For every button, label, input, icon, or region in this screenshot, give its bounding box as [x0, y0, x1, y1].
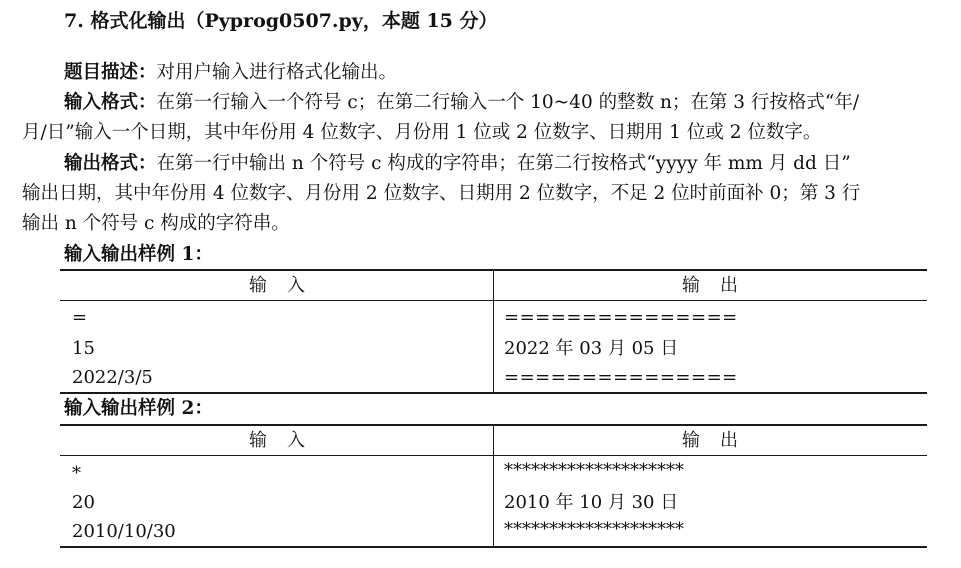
input-format-line-1 [64, 90, 936, 116]
input-column-header: 输入 [249, 430, 325, 451]
input-line-1: * [72, 463, 81, 484]
description-text: 对用户输入进行格式化输出。 [156, 62, 398, 83]
problem-title: 7. 格式化输出（Pyprog0507.py，本题 15 分） [64, 10, 498, 32]
table-column-divider [493, 425, 494, 547]
example-2-heading: 输入输出样例 2： [64, 398, 213, 419]
input-format-label: 输入格式： [64, 92, 157, 113]
output-line-1: =============== [504, 307, 738, 328]
input-line-3: 2022/3/5 [72, 367, 153, 388]
input-format-text-1: 在第一行输入一个符号 c；在第二行输入一个 10~40 的整数 n；在第 3 行按格式“年/ [156, 92, 860, 113]
table-column-divider [493, 270, 494, 393]
input-format-line-2: 月/日”输入一个日期，其中年份用 4 位数字、月份用 1 位或 2 位数字、日期用 1 位或 2 位数字。 [22, 122, 822, 143]
output-line-3: =============== [504, 367, 738, 388]
output-column-header: 输出 [682, 430, 758, 451]
output-line-3: ******************** [504, 519, 684, 540]
output-column-header: 输出 [682, 275, 758, 296]
description-label: 题目描述： [64, 62, 157, 83]
output-line-1: ******************** [504, 460, 684, 481]
output-format-line-3: 输出 n 个符号 c 构成的字符串。 [22, 213, 290, 234]
output-format-line-2: 输出日期，其中年份用 4 位数字、月份用 2 位数字、日期用 2 位数字，不足 2 位时前面补 0；第 3 行 [22, 183, 861, 204]
input-line-3: 2010/10/30 [72, 521, 176, 542]
output-line-2: 2022 年 03 月 05 日 [504, 338, 679, 359]
input-line-2: 15 [72, 338, 95, 359]
input-line-2: 20 [72, 492, 95, 513]
output-line-2: 2010 年 10 月 30 日 [504, 492, 679, 513]
description-paragraph [64, 60, 397, 86]
input-line-1: = [72, 307, 88, 328]
output-format-line-1 [64, 151, 851, 177]
input-column-header: 输入 [249, 275, 325, 296]
output-format-text-1: 在第一行中输出 n 个符号 c 构成的字符串；在第二行按格式“yyyy 年 mm 月 dd 日” [156, 153, 851, 174]
example-1-heading: 输入输出样例 1： [64, 244, 213, 265]
output-format-label: 输出格式： [64, 153, 157, 174]
